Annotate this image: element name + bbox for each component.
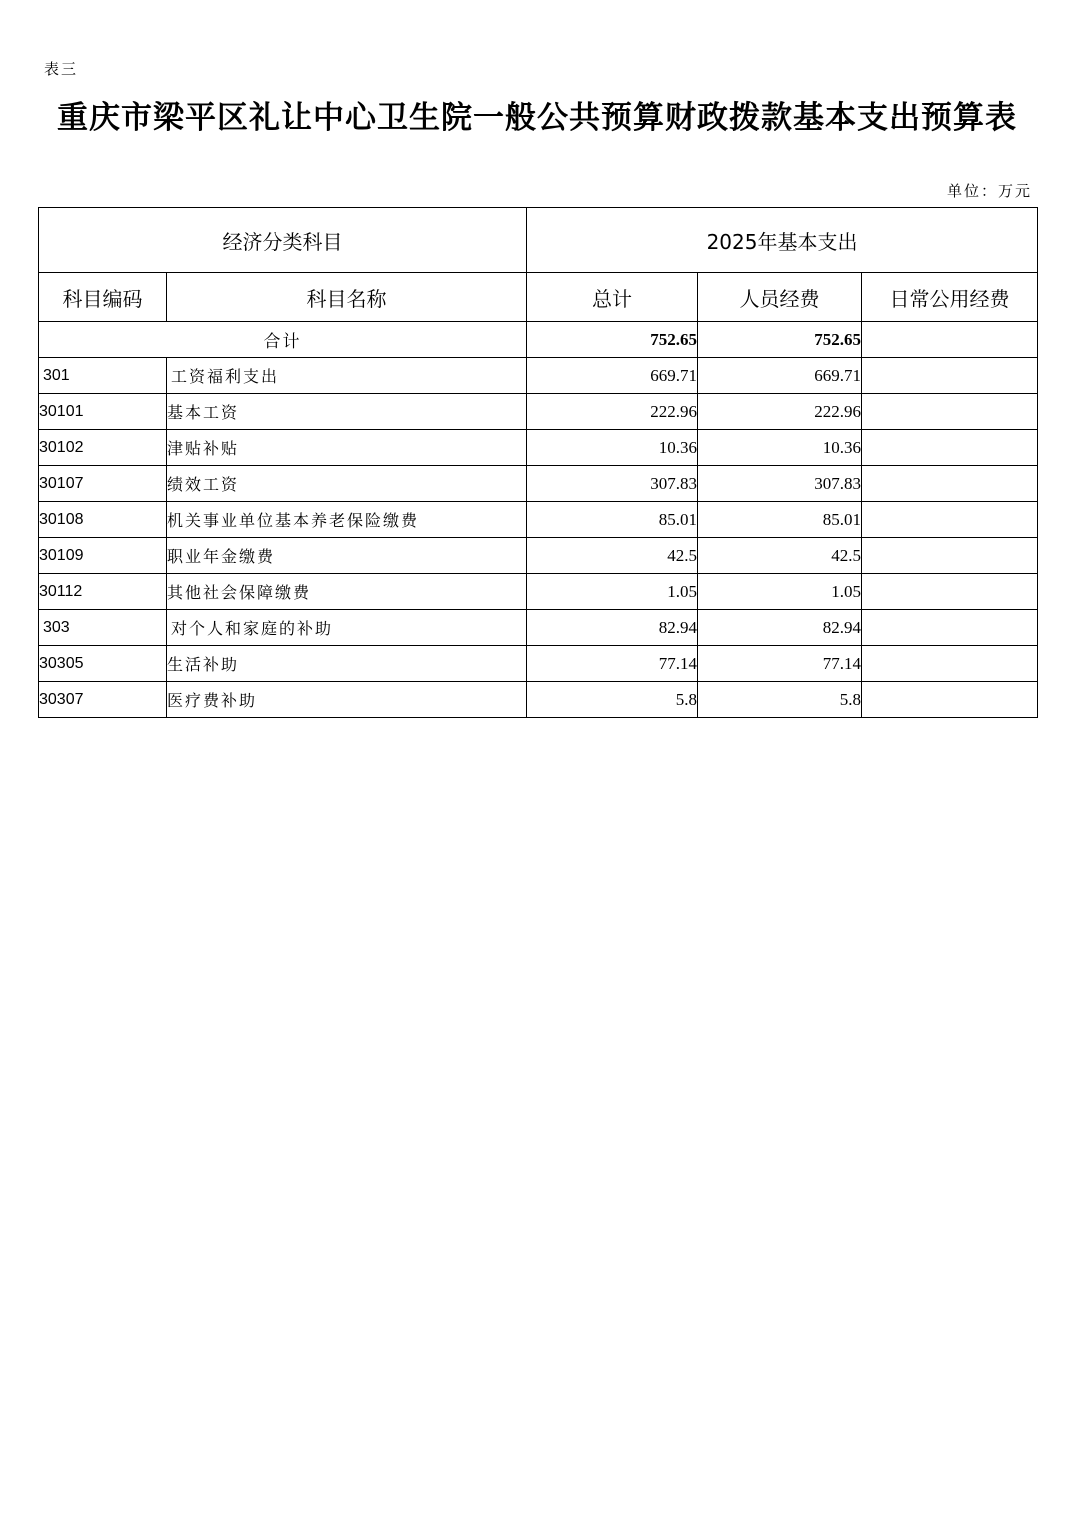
header-subject-code: 科目编码 — [39, 273, 167, 322]
public-cell — [862, 538, 1038, 574]
total-cell: 307.83 — [527, 466, 698, 502]
subject-code-cell: 303 — [39, 610, 167, 646]
personnel-cell: 307.83 — [698, 466, 862, 502]
public-cell — [862, 358, 1038, 394]
table-row — [39, 574, 1038, 610]
header-subject-name: 科目名称 — [167, 273, 527, 322]
total-cell: 82.94 — [527, 610, 698, 646]
personnel-cell: 1.05 — [698, 574, 862, 610]
subject-code-cell: 30307 — [39, 682, 167, 718]
unit-label: 单位：万元 — [946, 182, 1032, 200]
personnel-cell: 82.94 — [698, 610, 862, 646]
personnel-cell: 85.01 — [698, 502, 862, 538]
subject-name-cell: 机关事业单位基本养老保险缴费 — [167, 502, 527, 538]
personnel-cell: 10.36 — [698, 430, 862, 466]
personnel-cell: 42.5 — [698, 538, 862, 574]
total-cell: 1.05 — [527, 574, 698, 610]
public-cell — [862, 466, 1038, 502]
group-header-row — [39, 208, 1038, 273]
subject-name-cell: 其他社会保障缴费 — [167, 574, 527, 610]
subject-code-cell: 30108 — [39, 502, 167, 538]
subject-code-cell: 30107 — [39, 466, 167, 502]
total-cell: 77.14 — [527, 646, 698, 682]
subject-name-cell: 绩效工资 — [167, 466, 527, 502]
total-cell: 10.36 — [527, 430, 698, 466]
header-economic-classification: 经济分类科目 — [39, 208, 527, 273]
table-row — [39, 538, 1038, 574]
header-public-expense: 日常公用经费 — [862, 273, 1038, 322]
personnel-cell: 77.14 — [698, 646, 862, 682]
public-cell — [862, 646, 1038, 682]
subject-name-cell: 医疗费补助 — [167, 682, 527, 718]
total-row — [39, 322, 1038, 358]
table-row — [39, 682, 1038, 718]
public-cell — [862, 394, 1038, 430]
public-cell — [862, 682, 1038, 718]
table-row — [39, 466, 1038, 502]
total-sum-cell: 752.65 — [527, 322, 698, 358]
public-cell — [862, 574, 1038, 610]
personnel-cell: 222.96 — [698, 394, 862, 430]
subject-name-cell: 对个人和家庭的补助 — [167, 610, 527, 646]
table-row — [39, 394, 1038, 430]
total-cell: 42.5 — [527, 538, 698, 574]
table-number-label: 表三 — [44, 60, 79, 78]
total-cell: 85.01 — [527, 502, 698, 538]
subject-name-cell: 基本工资 — [167, 394, 527, 430]
page-title: 重庆市梁平区礼让中心卫生院一般公共预算财政拨款基本支出预算表 — [57, 100, 1017, 136]
total-cell: 222.96 — [527, 394, 698, 430]
table-row — [39, 358, 1038, 394]
budget-table — [38, 207, 1038, 718]
table-row — [39, 610, 1038, 646]
total-cell: 669.71 — [527, 358, 698, 394]
total-public-cell — [862, 322, 1038, 358]
table-row — [39, 430, 1038, 466]
subject-name-cell: 职业年金缴费 — [167, 538, 527, 574]
public-cell — [862, 430, 1038, 466]
table-row — [39, 502, 1038, 538]
total-personnel-cell: 752.65 — [698, 322, 862, 358]
subject-code-cell: 30112 — [39, 574, 167, 610]
subject-name-cell: 工资福利支出 — [167, 358, 527, 394]
personnel-cell: 5.8 — [698, 682, 862, 718]
public-cell — [862, 610, 1038, 646]
header-personnel-expense: 人员经费 — [698, 273, 862, 322]
subject-name-cell: 生活补助 — [167, 646, 527, 682]
subject-code-cell: 30109 — [39, 538, 167, 574]
table-row — [39, 646, 1038, 682]
total-cell: 5.8 — [527, 682, 698, 718]
public-cell — [862, 502, 1038, 538]
personnel-cell: 669.71 — [698, 358, 862, 394]
subject-code-cell: 30102 — [39, 430, 167, 466]
header-total: 总计 — [527, 273, 698, 322]
column-header-row — [39, 273, 1038, 322]
total-label: 合计 — [39, 322, 527, 358]
header-2025-basic-expense: 2025年基本支出 — [527, 208, 1038, 273]
subject-code-cell: 30305 — [39, 646, 167, 682]
subject-code-cell: 301 — [39, 358, 167, 394]
subject-code-cell: 30101 — [39, 394, 167, 430]
subject-name-cell: 津贴补贴 — [167, 430, 527, 466]
